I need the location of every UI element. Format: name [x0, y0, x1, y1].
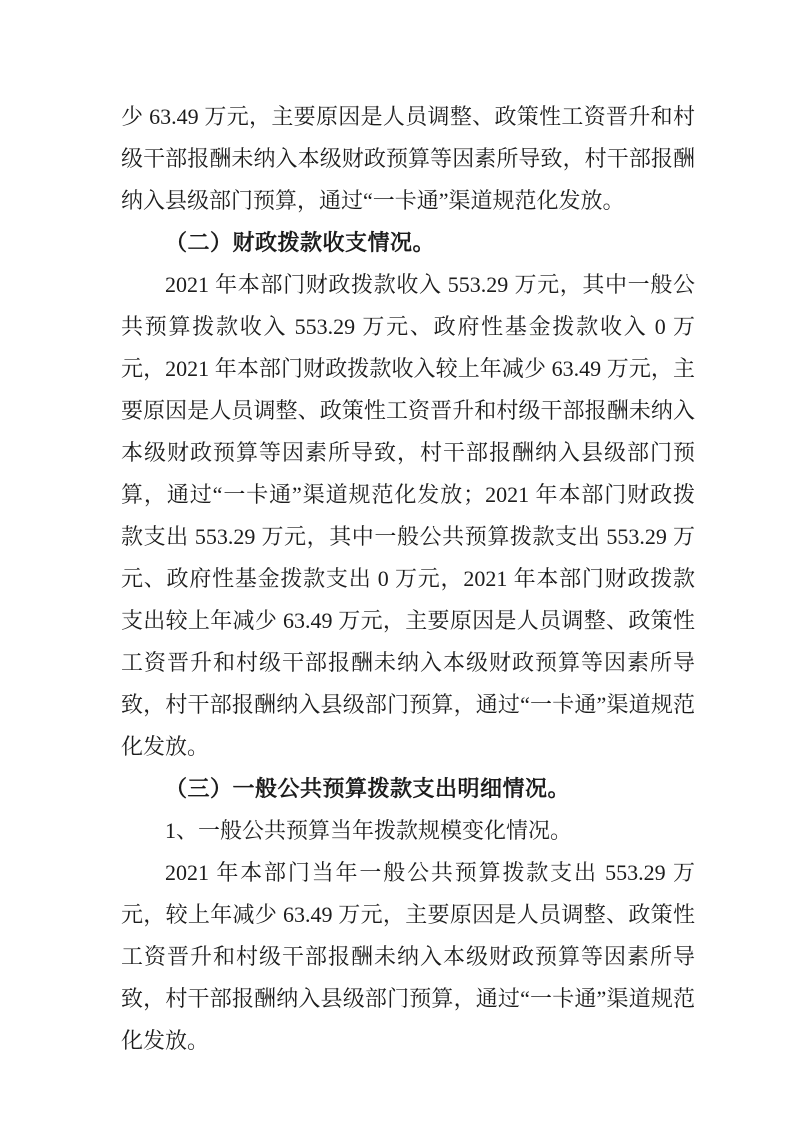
paragraph: 2021 年本部门财政拨款收入 553.29 万元，其中一般公共预算拨款收入 553.29 万元、政府性基金拨款收入 0 万元，2021 年本部门财政拨款收入较上年减少 63.49 万元，主要原因是人员调整、政策性工资晋升和村级干部报酬未纳入本级财政预算等因素所导致，村干部报酬纳入县级部门预算，通过“一卡通”渠道规范化发放；2021 年本部门财政拨款支出 553.29 万元，其中一般公共预算拨款支出 553.29 万元、政府性基金拨款支出 0 万元，2021 年本部门财政拨款支出较上年减少 63.49 万元，主要原因是人员调整、政策性工资晋升和村级干部报酬未纳入本级财政预算等因素所导致，村干部报酬纳入县级部门预算，通过“一卡通”渠道规范化发放。: [121, 272, 695, 759]
document-body: [121, 96, 695, 1062]
paragraph: 1、一般公共预算当年拨款规模变化情况。: [165, 818, 573, 843]
section-heading: （二）财政拨款收支情况。: [165, 230, 436, 255]
paragraph: 少 63.49 万元，主要原因是人员调整、政策性工资晋升和村级干部报酬未纳入本级财政预算等因素所导致，村干部报酬纳入县级部门预算，通过“一卡通”渠道规范化发放。: [121, 104, 695, 213]
paragraph: 2021 年本部门当年一般公共预算拨款支出 553.29 万元，较上年减少 63.49 万元，主要原因是人员调整、政策性工资晋升和村级干部报酬未纳入本级财政预算等因素所导致，村干部报酬纳入县级部门预算，通过“一卡通”渠道规范化发放。: [121, 860, 695, 1053]
section-heading: （三）一般公共预算拨款支出明细情况。: [165, 776, 571, 801]
